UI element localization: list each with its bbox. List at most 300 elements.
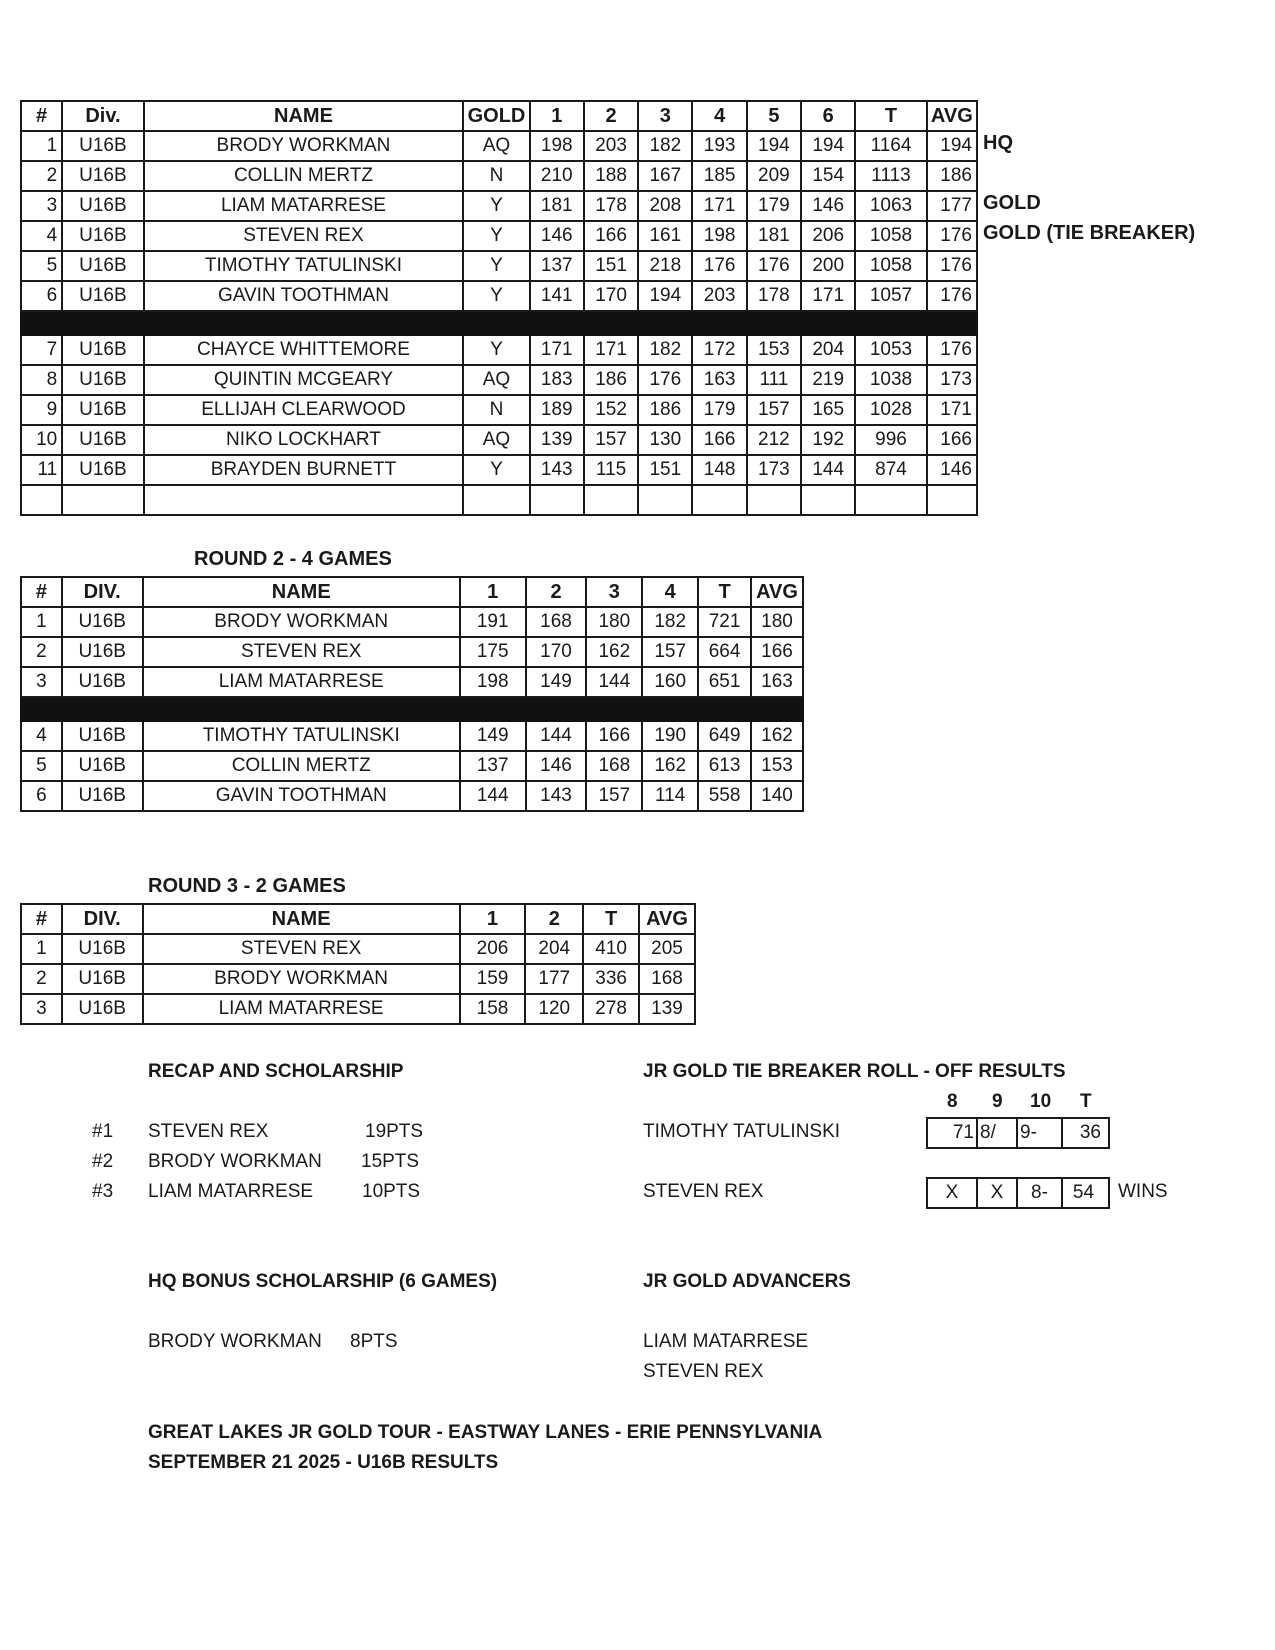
tiebreaker-result: WINS (1118, 1181, 1168, 1202)
game-2: 186 (584, 365, 638, 395)
col-game1: 1 (460, 904, 526, 934)
empty-row (21, 485, 977, 515)
cutline-divider (21, 311, 977, 335)
col-name: NAME (144, 101, 464, 131)
cutline-bar (21, 697, 803, 721)
total: 1028 (855, 395, 926, 425)
average: 153 (751, 751, 803, 781)
gold-status: Y (463, 281, 529, 311)
game-2: 120 (525, 994, 583, 1024)
col-game1: 1 (530, 101, 584, 131)
table-row (21, 335, 977, 365)
game-1: 141 (530, 281, 584, 311)
bowler-name: QUINTIN MCGEARY (144, 365, 464, 395)
game-3: 130 (638, 425, 692, 455)
table-row (21, 751, 803, 781)
bowler-name: NIKO LOCKHART (144, 425, 464, 455)
game-1: 191 (460, 607, 526, 637)
bowler-name: BRODY WORKMAN (144, 131, 464, 161)
game-3: 167 (638, 161, 692, 191)
col-game2: 2 (584, 101, 638, 131)
table-row (21, 721, 803, 751)
game-2: 204 (525, 934, 583, 964)
total: 278 (583, 994, 639, 1024)
game-4: 166 (692, 425, 746, 455)
col-game4: 4 (692, 101, 746, 131)
recap-name: LIAM MATARRESE (148, 1181, 314, 1202)
game-6: 144 (801, 455, 855, 485)
game-1: 175 (460, 637, 526, 667)
gold-status: AQ (463, 365, 529, 395)
game-4: 163 (692, 365, 746, 395)
hq-bonus-title: HQ BONUS SCHOLARSHIP (6 GAMES) (148, 1271, 498, 1292)
gold-status: Y (463, 221, 529, 251)
game-5: 157 (747, 395, 801, 425)
table-row (21, 365, 977, 395)
game-3: 208 (638, 191, 692, 221)
average: 194 (927, 131, 977, 161)
tiebreaker-name: STEVEN REX (643, 1181, 764, 1202)
total: 651 (698, 667, 751, 697)
division: U16B (62, 667, 143, 697)
rank: 2 (21, 161, 62, 191)
gold-status: Y (463, 191, 529, 221)
bowler-name: TIMOTHY TATULINSKI (143, 721, 460, 751)
table-row (21, 994, 695, 1024)
tiebreaker-frames (926, 1117, 1110, 1149)
bowler-name: STEVEN REX (144, 221, 464, 251)
col-rank: # (21, 577, 62, 607)
recap-name: STEVEN REX (148, 1121, 269, 1142)
table-row (21, 455, 977, 485)
rank: 1 (21, 131, 62, 161)
game-3: 176 (638, 365, 692, 395)
average: 171 (927, 395, 977, 425)
division: U16B (62, 455, 143, 485)
total: 1058 (855, 221, 926, 251)
game-2: 115 (584, 455, 638, 485)
total: 558 (698, 781, 751, 811)
round2-table (20, 576, 804, 812)
note-hq: HQ (983, 132, 1013, 154)
game-5: 179 (747, 191, 801, 221)
game-2: 171 (584, 335, 638, 365)
game-2: 146 (526, 751, 587, 781)
col-total: T (583, 904, 639, 934)
empty-cell (530, 485, 584, 515)
game-4: 190 (642, 721, 698, 751)
cutline-divider (21, 697, 803, 721)
table-row (21, 934, 695, 964)
game-3: 157 (586, 781, 642, 811)
average: 186 (927, 161, 977, 191)
game-1: 146 (530, 221, 584, 251)
col-div: DIV. (62, 577, 143, 607)
bowler-name: LIAM MATARRESE (143, 994, 460, 1024)
rank: 3 (21, 191, 62, 221)
rank: 2 (21, 964, 62, 994)
tiebreaker-name: TIMOTHY TATULINSKI (643, 1121, 841, 1142)
col-game4: 4 (642, 577, 698, 607)
game-6: 204 (801, 335, 855, 365)
round1-table (20, 100, 978, 516)
division: U16B (62, 781, 143, 811)
game-2: 170 (526, 637, 587, 667)
rank: 9 (21, 395, 62, 425)
bowler-name: COLLIN MERTZ (143, 751, 460, 781)
frame-header-total: T (1080, 1091, 1092, 1112)
game-4: 148 (692, 455, 746, 485)
game-1: 181 (530, 191, 584, 221)
bowler-name: TIMOTHY TATULINSKI (144, 251, 464, 281)
average: 140 (751, 781, 803, 811)
game-1: 159 (460, 964, 526, 994)
game-4: 171 (692, 191, 746, 221)
division: U16B (62, 161, 143, 191)
game-4: 157 (642, 637, 698, 667)
round2-header-row (21, 577, 803, 607)
col-avg: AVG (639, 904, 695, 934)
total: 1058 (855, 251, 926, 281)
bowler-name: BRODY WORKMAN (143, 964, 460, 994)
rank: 7 (21, 335, 62, 365)
game-5: 181 (747, 221, 801, 251)
game-3: 161 (638, 221, 692, 251)
game-3: 151 (638, 455, 692, 485)
frame-8: 71 (928, 1119, 978, 1147)
average: 173 (927, 365, 977, 395)
rank: 1 (21, 934, 62, 964)
game-3: 144 (586, 667, 642, 697)
col-div: DIV. (62, 904, 143, 934)
table-row (21, 964, 695, 994)
bowler-name: ELLIJAH CLEARWOOD (144, 395, 464, 425)
bowler-name: STEVEN REX (143, 934, 460, 964)
division: U16B (62, 751, 143, 781)
game-2: 203 (584, 131, 638, 161)
round3-header-row (21, 904, 695, 934)
game-1: 183 (530, 365, 584, 395)
game-6: 165 (801, 395, 855, 425)
col-name: NAME (143, 904, 460, 934)
average: 168 (639, 964, 695, 994)
game-4: 198 (692, 221, 746, 251)
recap-points: 15PTS (361, 1151, 420, 1172)
col-rank: # (21, 101, 62, 131)
empty-cell (638, 485, 692, 515)
empty-cell (927, 485, 977, 515)
game-4: 176 (692, 251, 746, 281)
average: 205 (639, 934, 695, 964)
average: 139 (639, 994, 695, 1024)
total: 1053 (855, 335, 926, 365)
tiebreaker-title: JR GOLD TIE BREAKER ROLL - OFF RESULTS (643, 1061, 1066, 1082)
game-3: 162 (586, 637, 642, 667)
empty-cell (144, 485, 464, 515)
game-2: 188 (584, 161, 638, 191)
game-4: 162 (642, 751, 698, 781)
game-3: 186 (638, 395, 692, 425)
bowler-name: BRODY WORKMAN (143, 607, 460, 637)
game-3: 218 (638, 251, 692, 281)
rank: 8 (21, 365, 62, 395)
empty-cell (801, 485, 855, 515)
round2-title: ROUND 2 - 4 GAMES (194, 548, 392, 570)
rank: 6 (21, 281, 62, 311)
total: 1113 (855, 161, 926, 191)
game-1: 144 (460, 781, 526, 811)
division: U16B (62, 934, 143, 964)
game-2: 168 (526, 607, 587, 637)
recap-title: RECAP AND SCHOLARSHIP (148, 1061, 404, 1082)
total: 1038 (855, 365, 926, 395)
division: U16B (62, 281, 143, 311)
bowler-name: GAVIN TOOTHMAN (143, 781, 460, 811)
bowler-name: GAVIN TOOTHMAN (144, 281, 464, 311)
division: U16B (62, 395, 143, 425)
footer-event-line: GREAT LAKES JR GOLD TOUR - EASTWAY LANES - ERIE PENNSYLVANIA (148, 1422, 823, 1443)
table-row (21, 191, 977, 221)
game-2: 143 (526, 781, 587, 811)
hq-bonus-name: BRODY WORKMAN (148, 1331, 322, 1352)
division: U16B (62, 335, 143, 365)
col-total: T (698, 577, 751, 607)
round3-table (20, 903, 696, 1025)
table-row (21, 251, 977, 281)
rank: 2 (21, 637, 62, 667)
rank: 3 (21, 667, 62, 697)
average: 176 (927, 335, 977, 365)
frame-9: X (978, 1179, 1018, 1207)
table-row (21, 781, 803, 811)
bowler-name: LIAM MATARRESE (143, 667, 460, 697)
total: 664 (698, 637, 751, 667)
division: U16B (62, 607, 143, 637)
gold-status: AQ (463, 425, 529, 455)
col-game3: 3 (638, 101, 692, 131)
col-total: T (855, 101, 926, 131)
division: U16B (62, 964, 143, 994)
col-game2: 2 (525, 904, 583, 934)
division: U16B (62, 131, 143, 161)
cutline-bar (21, 311, 977, 335)
division: U16B (62, 365, 143, 395)
game-4: 203 (692, 281, 746, 311)
game-5: 173 (747, 455, 801, 485)
bowler-name: BRAYDEN BURNETT (144, 455, 464, 485)
game-2: 151 (584, 251, 638, 281)
game-6: 154 (801, 161, 855, 191)
game-3: 194 (638, 281, 692, 311)
empty-cell (21, 485, 62, 515)
game-6: 171 (801, 281, 855, 311)
rank: 6 (21, 781, 62, 811)
col-game5: 5 (747, 101, 801, 131)
total: 613 (698, 751, 751, 781)
frame-10: 8- (1018, 1179, 1063, 1207)
game-5: 209 (747, 161, 801, 191)
gold-status: Y (463, 335, 529, 365)
empty-cell (855, 485, 926, 515)
game-6: 146 (801, 191, 855, 221)
bowler-name: CHAYCE WHITTEMORE (144, 335, 464, 365)
game-4: 160 (642, 667, 698, 697)
game-4: 193 (692, 131, 746, 161)
rank: 10 (21, 425, 62, 455)
empty-cell (62, 485, 143, 515)
game-5: 153 (747, 335, 801, 365)
hq-bonus-points: 8PTS (350, 1331, 398, 1352)
game-3: 180 (586, 607, 642, 637)
col-game1: 1 (460, 577, 526, 607)
rank: 3 (21, 994, 62, 1024)
total: 410 (583, 934, 639, 964)
table-row (21, 667, 803, 697)
col-div: Div. (62, 101, 143, 131)
division: U16B (62, 191, 143, 221)
game-2: 178 (584, 191, 638, 221)
average: 166 (751, 637, 803, 667)
total: 996 (855, 425, 926, 455)
frame-10: 9- (1018, 1119, 1063, 1147)
rank: 4 (21, 221, 62, 251)
game-2: 144 (526, 721, 587, 751)
game-4: 185 (692, 161, 746, 191)
recap-name: BRODY WORKMAN (148, 1151, 322, 1172)
gold-status: AQ (463, 131, 529, 161)
note-gold-tie-breaker: GOLD (TIE BREAKER) (983, 222, 1196, 244)
game-2: 177 (525, 964, 583, 994)
average: 166 (927, 425, 977, 455)
game-2: 152 (584, 395, 638, 425)
note-gold: GOLD (983, 192, 1041, 214)
game-6: 219 (801, 365, 855, 395)
game-1: 210 (530, 161, 584, 191)
recap-points: 19PTS (365, 1121, 424, 1142)
game-1: 171 (530, 335, 584, 365)
game-1: 158 (460, 994, 526, 1024)
empty-cell (692, 485, 746, 515)
bowler-name: LIAM MATARRESE (144, 191, 464, 221)
game-2: 166 (584, 221, 638, 251)
game-4: 182 (642, 607, 698, 637)
game-5: 178 (747, 281, 801, 311)
total: 649 (698, 721, 751, 751)
col-name: NAME (143, 577, 460, 607)
col-game6: 6 (801, 101, 855, 131)
rank: 11 (21, 455, 62, 485)
round3-title: ROUND 3 - 2 GAMES (148, 875, 346, 897)
table-row (21, 637, 803, 667)
frame-8: X (928, 1179, 978, 1207)
col-avg: AVG (927, 101, 977, 131)
total: 721 (698, 607, 751, 637)
frame-header-9: 9 (992, 1091, 1003, 1112)
bowler-name: STEVEN REX (143, 637, 460, 667)
game-5: 111 (747, 365, 801, 395)
game-1: 198 (460, 667, 526, 697)
average: 176 (927, 251, 977, 281)
gold-status: Y (463, 251, 529, 281)
tiebreaker-frames (926, 1177, 1110, 1209)
recap-place: #2 (92, 1151, 114, 1172)
empty-cell (463, 485, 529, 515)
frame-header-10: 10 (1030, 1091, 1052, 1112)
division: U16B (62, 994, 143, 1024)
game-1: 143 (530, 455, 584, 485)
frame-total: 36 (1079, 1122, 1101, 1143)
game-1: 149 (460, 721, 526, 751)
empty-cell (747, 485, 801, 515)
advancer-name: STEVEN REX (643, 1361, 764, 1382)
game-1: 189 (530, 395, 584, 425)
average: 146 (927, 455, 977, 485)
game-4: 179 (692, 395, 746, 425)
frame-total: 54 (1072, 1182, 1095, 1203)
game-1: 206 (460, 934, 526, 964)
average: 177 (927, 191, 977, 221)
recap-points: 10PTS (362, 1181, 421, 1202)
total: 1063 (855, 191, 926, 221)
advancers-title: JR GOLD ADVANCERS (643, 1271, 851, 1292)
rank: 5 (21, 751, 62, 781)
game-5: 194 (747, 131, 801, 161)
empty-cell (584, 485, 638, 515)
col-game3: 3 (586, 577, 642, 607)
table-row (21, 221, 977, 251)
total: 874 (855, 455, 926, 485)
division: U16B (62, 637, 143, 667)
col-game2: 2 (526, 577, 587, 607)
division: U16B (62, 251, 143, 281)
game-3: 168 (586, 751, 642, 781)
total: 336 (583, 964, 639, 994)
rank: 4 (21, 721, 62, 751)
game-3: 182 (638, 335, 692, 365)
recap-place: #1 (92, 1121, 114, 1142)
frame-header-8: 8 (947, 1091, 958, 1112)
frame-9: 8/ (978, 1119, 1018, 1147)
game-1: 198 (530, 131, 584, 161)
game-1: 139 (530, 425, 584, 455)
total: 1057 (855, 281, 926, 311)
table-row (21, 607, 803, 637)
division: U16B (62, 425, 143, 455)
average: 176 (927, 281, 977, 311)
game-1: 137 (530, 251, 584, 281)
table-row (21, 395, 977, 425)
game-3: 166 (586, 721, 642, 751)
rank: 5 (21, 251, 62, 281)
game-3: 182 (638, 131, 692, 161)
table-row (21, 281, 977, 311)
bowler-name: COLLIN MERTZ (144, 161, 464, 191)
advancer-name: LIAM MATARRESE (643, 1331, 809, 1352)
average: 176 (927, 221, 977, 251)
game-5: 212 (747, 425, 801, 455)
game-4: 172 (692, 335, 746, 365)
footer-date-line: SEPTEMBER 21 2025 - U16B RESULTS (148, 1452, 499, 1473)
gold-status: N (463, 161, 529, 191)
round1-header-row (21, 101, 977, 131)
game-2: 170 (584, 281, 638, 311)
game-2: 157 (584, 425, 638, 455)
game-6: 200 (801, 251, 855, 281)
game-6: 192 (801, 425, 855, 455)
division: U16B (62, 721, 143, 751)
average: 163 (751, 667, 803, 697)
col-avg: AVG (751, 577, 803, 607)
